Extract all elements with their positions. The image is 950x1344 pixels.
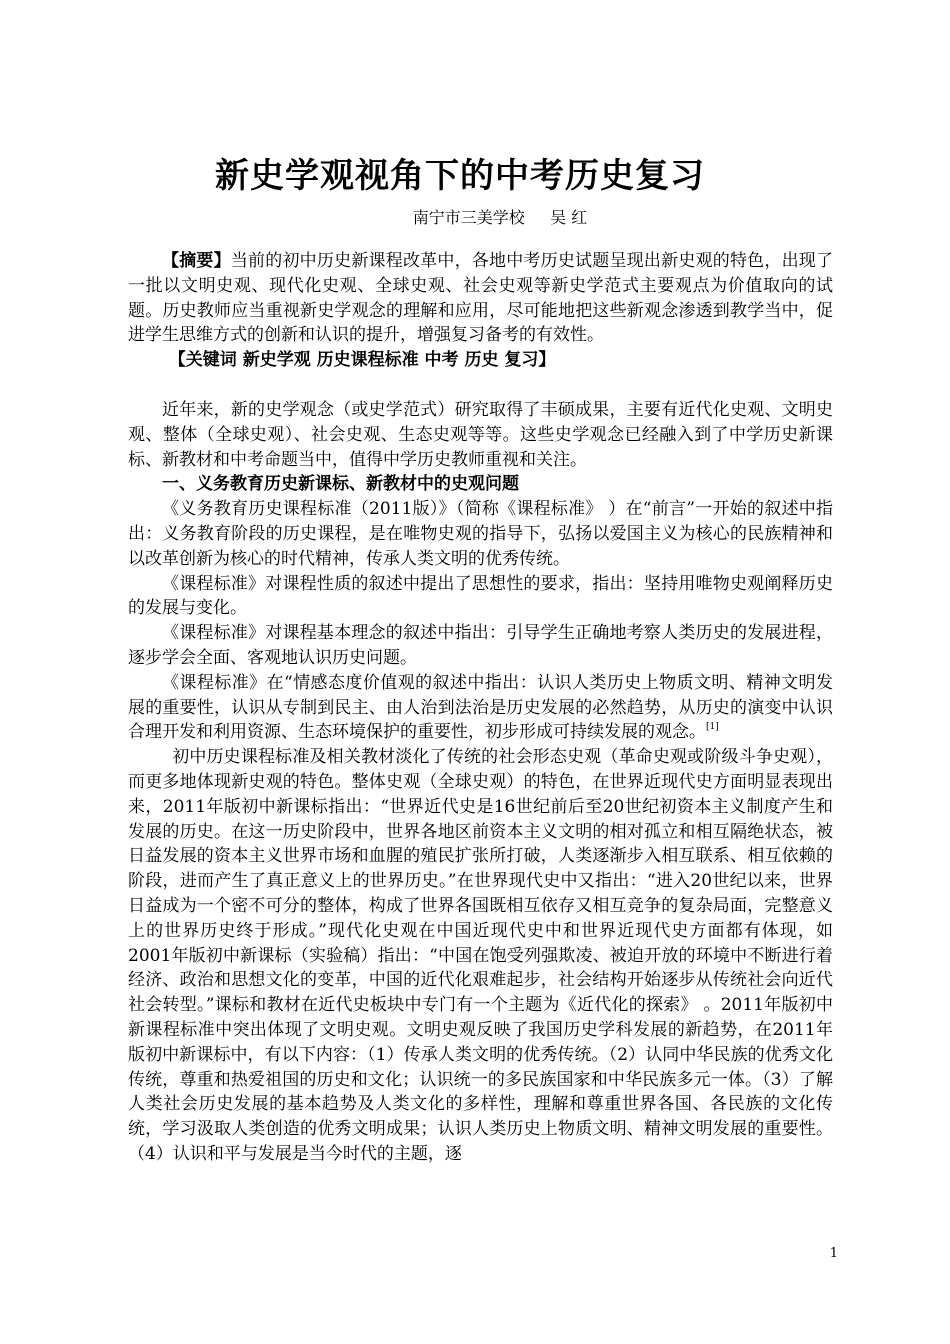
paragraph-intro: 近年来，新的史学观念（或史学范式）研究取得了丰硕成果，主要有近代化史观、文明史观、整体（全球史观）、社会史观、生态史观等等。这些史学观念已经融入到了中学历史新课标、新教材和中考命题当中，值得中学历史教师重视和关注。 xyxy=(128,399,833,470)
document-body xyxy=(128,249,833,1167)
spacer xyxy=(128,373,833,398)
paragraph-standard-nature: 《课程标准》对课程性质的叙述中提出了思想性的要求，指出：坚持用唯物史观阐释历史的发展与变化。 xyxy=(128,573,833,619)
author-line: 南宁市三美学校 吴 红 xyxy=(412,208,588,227)
keywords-line: 【关键词 新史学观 历史课程标准 中考 历史 复习】 xyxy=(168,350,556,371)
section-heading-1: 一、义务教育历史新课标、新教材中的史观问题 xyxy=(162,474,519,495)
paragraph-standard-preface: 《义务教育历史课程标准（2011版）》（简称《课程标准》 ）在“前言”一开始的叙述中指出：义务教育阶段的历史课程，是在唯物史观的指导下，弘扬以爱国主义为核心的民族精神和以改革创新为核心的时代精神，传承人类文明的优秀传统。 xyxy=(128,499,833,569)
paragraph-standard-philosophy: 《课程标准》对课程基本理念的叙述中指出：引导学生正确地考察人类历史的发展进程，逐步学会全面、客观地认识历史问题。 xyxy=(128,623,833,668)
abstract-paragraph xyxy=(128,249,833,348)
abstract-label: 【摘要】 xyxy=(162,251,231,271)
paragraph-new-views: 初中历史课程标准及相关教材淡化了传统的社会形态史观（革命史观或阶级斗争史观），而更多地体现新史观的特色。整体史观（全球史观）的特色，在世界近现代史方面明显表现出来，2011年版初中新课标指出：“世界近代史是16世纪前后至20世纪初资本主义制度产生和发展的历史。在这一历史阶段中，世界各地区前资本主义文明的相对孤立和相互隔绝状态，被日益发展的资本主义世界市场和血腥的殖民扩张所打破，人类逐渐步入相互联系、相互依赖的阶段，进而产生了真正意义上的世界历史。”在世界现代史中又指出：“进入20世纪以来，世界日益成为一个密不可分的整体，构成了世界各国既相互依存又相互竞争的复杂局面，完整意义上的世界历史终于形成。”现代化史观在中国近现代史中和世界近现代史方面都有体现，如2001年版初中新课标（实验稿）指出：“中国在饱受列强欺凌、被迫开放的环境中不断进行着经济、政治和思想文化的变革，中国的近代化艰难起步，社会结构开始逐步从传统社会向近代社会转型。”课标和教材在近代史板块中专门有一个主题为《近代化的探索》 。2011年版初中新课程标准中突出体现了文明史观。文明史观反映了我国历史学科发展的新趋势，在2011年版初中新课标中，有以下内容：（1）传承人类文明的优秀传统。（2）认同中华民族的优秀文化传统，尊重和热爱祖国的历史和文化；认识统一的多民族国家和中华民族多元一体。（3）了解人类社会历史发展的基本趋势及人类文化的多样性，理解和尊重世界各国、各民族的文化传统，学习汲取人类创造的优秀文明成果；认识人类历史上物质文明、精神文明发展的重要性。（4）认识和平与发展是当今时代的主题，逐 xyxy=(128,747,833,1164)
citation-reference: [1] xyxy=(706,722,719,733)
paragraph-values-text: 《课程标准》在“情感态度价值观的叙述中指出：认识人类历史上物质文明、精神文明发展的重要性，认识从专制到民主、由人治到法治是历史发展的必然趋势，从历史的演变中认识合理开发和利用资源、生态环境保护的重要性，初步形成可持续发展的观念。 xyxy=(128,672,833,743)
paragraph-standard-values xyxy=(128,671,833,745)
abstract-text: 当前的初中历史新课程改革中，各地中考历史试题呈现出新史观的特色，出现了一批以文明史观、现代化史观、全球史观、社会史观等新史学范式主要观点为价值取向的试题。历史教师应当重视新史学观念的理解和应用，尽可能地把这些新观念渗透到教学当中，促进学生思维方式的创新和认识的提升，增强复习备考的有效性。 xyxy=(128,251,834,346)
page-number: 1 xyxy=(829,1246,838,1261)
page-title: 新史学观视角下的中考历史复习 xyxy=(215,156,705,196)
